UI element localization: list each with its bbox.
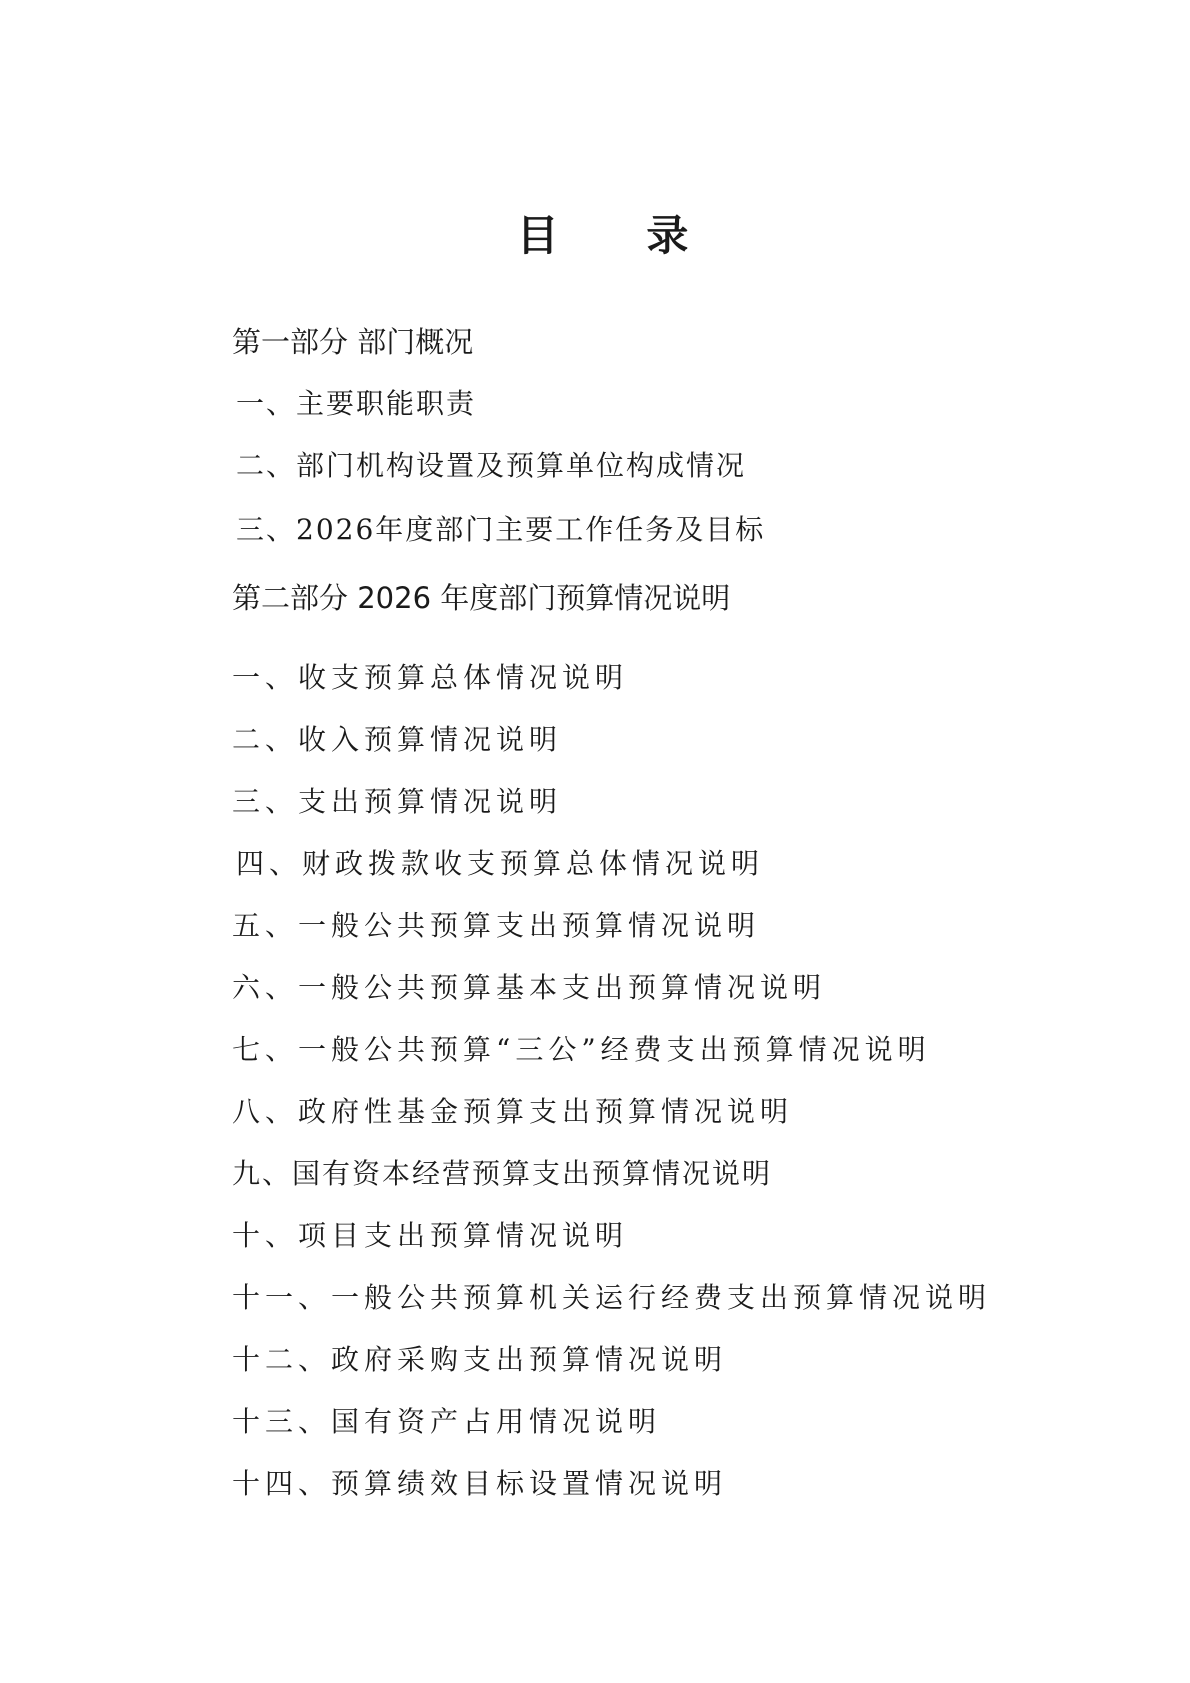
toc-item-part1-1: 一、主要职能职责	[236, 387, 477, 420]
toc-item-part2-4: 四、财政拨款收支预算总体情况说明	[236, 847, 765, 880]
page-title: 目 录	[516, 211, 689, 260]
toc-item-part2-7: 七、一般公共预算“三公”经费支出预算情况说明	[232, 1033, 931, 1066]
toc-item-part2-5: 五、一般公共预算支出预算情况说明	[232, 909, 761, 942]
toc-item-part2-11: 十一、一般公共预算机关运行经费支出预算情况说明	[232, 1281, 992, 1314]
toc-item-part1-2: 二、部门机构设置及预算单位构成情况	[236, 449, 747, 482]
toc-item-part2-3: 三、支出预算情况说明	[232, 785, 563, 818]
toc-item-part1-3: 三、2026年度部门主要工作任务及目标	[236, 513, 766, 546]
toc-item-part2-9: 九、国有资本经营预算支出预算情况说明	[232, 1157, 773, 1190]
part1-heading: 第一部分 部门概况	[232, 325, 474, 359]
toc-item-part2-2: 二、收入预算情况说明	[232, 723, 563, 756]
toc-item-part2-12: 十二、政府采购支出预算情况说明	[232, 1343, 728, 1376]
toc-item-part2-14: 十四、预算绩效目标设置情况说明	[232, 1467, 728, 1500]
part2-heading: 第二部分 2026 年度部门预算情况说明	[232, 581, 731, 615]
toc-item-part2-1: 一、收支预算总体情况说明	[232, 661, 629, 694]
toc-item-part2-13: 十三、国有资产占用情况说明	[232, 1405, 662, 1438]
toc-item-part2-8: 八、政府性基金预算支出预算情况说明	[232, 1095, 794, 1128]
toc-item-part2-10: 十、项目支出预算情况说明	[232, 1219, 629, 1252]
toc-item-part2-6: 六、一般公共预算基本支出预算情况说明	[232, 971, 827, 1004]
